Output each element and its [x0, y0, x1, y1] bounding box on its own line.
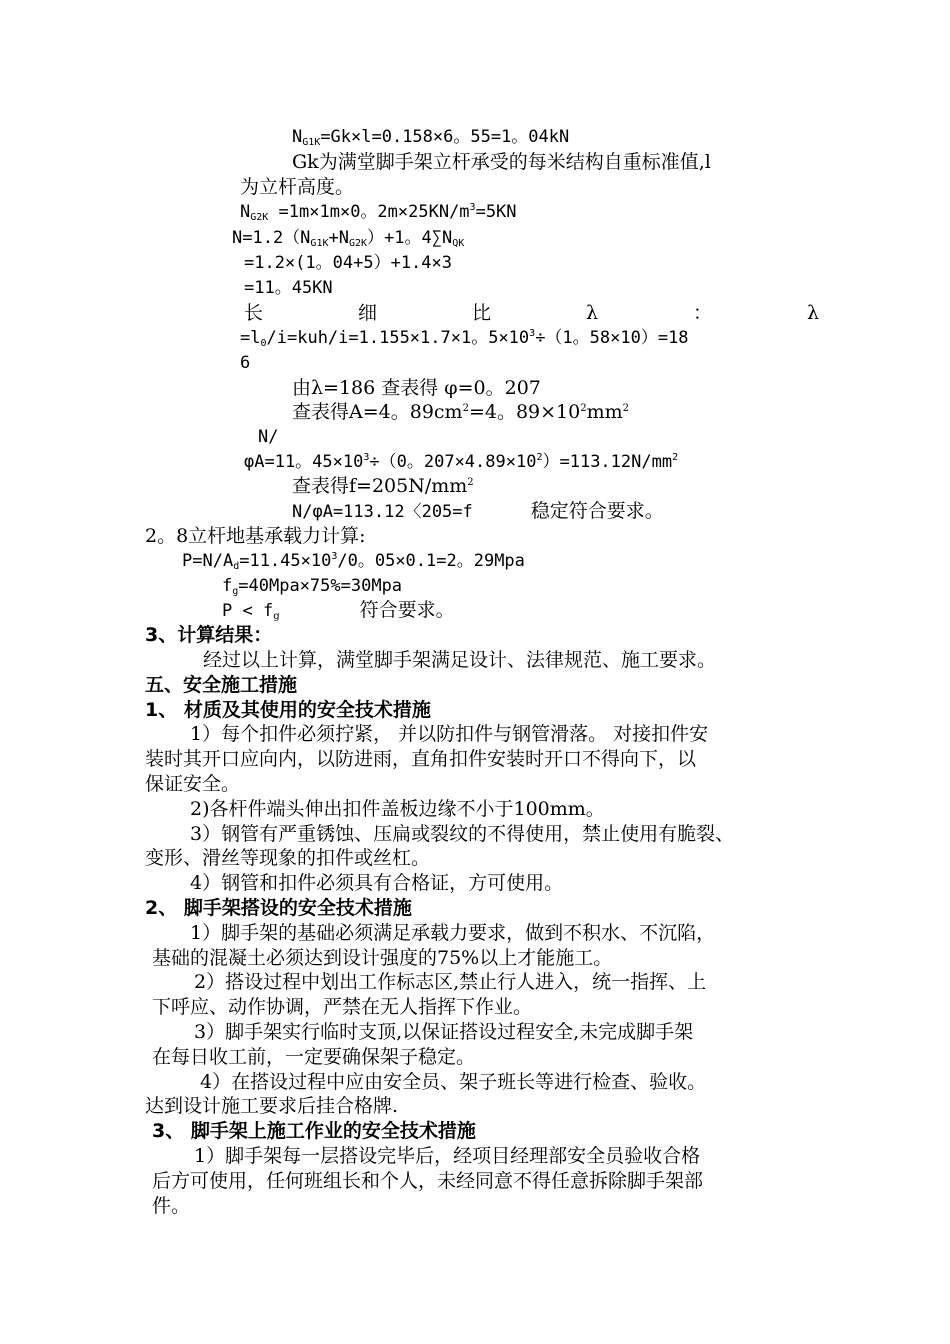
work-p1-line-1: 1）脚手架每一层搭设完毕后，经项目经理部安全员验收合格: [194, 1145, 701, 1167]
ng1k-formula: [292, 125, 569, 149]
fg-subscript: g: [232, 586, 239, 597]
slenderness-char: 长: [244, 302, 264, 324]
ng2k-expression: =1m×1m×0。2m×25KN/m: [268, 202, 470, 222]
result-text: 经过以上计算，满堂脚手架满足设计、法律规范、施工要求。: [203, 649, 717, 671]
pressure-subscript: d: [233, 561, 240, 572]
material-p2: 2)各杆件端头伸出扣件盖板边缘不小于100mm。: [190, 798, 605, 820]
f-superscript: 2: [467, 477, 474, 488]
slenderness-part-b: /i=kuh/i=1.155×1.7×1。5×10: [266, 328, 530, 348]
erection-p3-line-2: 在每日收工前，一定要确保架子稳定。: [152, 1046, 476, 1068]
erection-p2-line-1: 2）搭设过程中划出工作标志区,禁止行人进入，统一指挥、上: [194, 971, 707, 993]
erection-p1-line-2: 基础的混凝土必须达到设计强度的75%以上才能施工。: [152, 947, 613, 969]
ng1k-subscript: G1K: [302, 137, 321, 148]
erection-p4-line-2: 达到设计施工要求后挂合格牌.: [145, 1095, 399, 1117]
stress-part-b: ÷（0。207×4.89×10: [369, 452, 537, 472]
stress-superscript-3: 2: [672, 452, 679, 463]
area-superscript-1: 2: [462, 403, 469, 414]
slenderness-char: 比: [471, 302, 491, 324]
fg-formula: [222, 574, 402, 598]
gk-description-line-2: 为立杆高度。: [240, 176, 355, 198]
ng1k-symbol: N: [292, 127, 303, 147]
slenderness-part-c: ÷（1。58×10）=18: [535, 328, 689, 348]
material-p3-line-2: 变形、滑丝等现象的扣件或丝杠。: [145, 847, 431, 869]
n-part-b: +N: [328, 228, 349, 248]
area-part-a: 查表得A=4。89cm: [292, 401, 463, 423]
area-superscript-2: 2: [580, 403, 587, 414]
area-lookup: [292, 400, 629, 424]
n-subscript-3: QK: [452, 238, 465, 249]
stress-part-a: φA=11。45×10: [244, 452, 364, 472]
section5-heading: 五、安全施工措施: [145, 674, 298, 696]
n-subscript-2: G2K: [348, 238, 368, 249]
erection-p4-line-1: 4）在搭设过程中应由安全员、架子班长等进行检查、验收。: [200, 1071, 707, 1093]
base-heading: 2。8立杆地基承载力计算:: [145, 525, 366, 547]
work-p1-line-2: 后方可使用，任何班组长和个人，未经同意不得任意拆除脚手架部: [152, 1170, 704, 1192]
n-formula: [232, 226, 464, 250]
ng2k-superscript: 3: [469, 202, 476, 213]
slenderness-subscript: 0: [260, 338, 267, 349]
stress-superscript-1: 3: [363, 452, 370, 463]
n-part-c: ）+1。4∑N: [367, 228, 453, 248]
pressure-part-a: P=N/A: [182, 551, 234, 571]
pressure-superscript: 3: [331, 551, 338, 562]
material-heading: 1、 材质及其使用的安全技术措施: [145, 699, 431, 721]
material-p1-line-3: 保证安全。: [145, 773, 241, 795]
work-p1-line-3: 件。: [152, 1195, 191, 1217]
fg-expression: =40Mpa×75%=30Mpa: [238, 576, 403, 596]
phi-lookup: 由λ=186 查表得 φ=0。207: [292, 377, 541, 399]
slenderness-superscript: 3: [529, 328, 536, 339]
n-subscript-1: G1K: [310, 238, 329, 249]
erection-p1-line-1: 1）脚手架的基础必须满足承载力要求，做到不积水、不沉陷，: [190, 922, 716, 944]
base-pressure-formula: [182, 549, 525, 573]
ng2k-result: =5KN: [475, 202, 517, 222]
erection-p2-line-2: 下呼应、动作协调，严禁在无人指挥下作业。: [152, 996, 533, 1018]
base-comparison: [222, 598, 455, 623]
slenderness-continuation: 6: [240, 353, 251, 373]
slenderness-char: 细: [357, 302, 377, 324]
n-over-label: N/: [258, 427, 279, 447]
ng2k-symbol: N: [240, 202, 251, 222]
comparison-expression: P < f: [222, 601, 274, 621]
pressure-part-c: /0。05×0.1=2。29Mpa: [337, 551, 525, 571]
stability-conclusion: 稳定符合要求。: [530, 500, 664, 522]
f-part-a: 查表得f=205N/mm: [292, 475, 468, 497]
slenderness-char: λ: [585, 302, 598, 324]
material-p1-line-1: 1）每个扣件必须拧紧， 并以防扣件与钢管滑落。 对接扣件安: [190, 723, 709, 745]
fg-symbol: f: [222, 576, 233, 596]
n-formula-line-3: =11。45KN: [244, 278, 333, 298]
slenderness-char: λ: [806, 302, 819, 324]
area-unit: mm: [586, 401, 623, 423]
pressure-part-b: =11.45×10: [239, 551, 332, 571]
material-p1-line-2: 装时其开口应向内，以防进雨，直角扣件安装时开口不得向下，以: [145, 748, 697, 770]
stress-part-c: ）=113.12N/mm: [542, 452, 673, 472]
stress-formula: [244, 450, 678, 474]
f-lookup: [292, 474, 474, 498]
stability-check: [292, 499, 664, 524]
gk-description-line-1: Gk为满堂脚手架立杆承受的每米结构自重标准值,l: [292, 151, 711, 173]
result-heading: 3、计算结果：: [145, 624, 273, 646]
material-p3-line-1: 3）钢管有严重锈蚀、压扁或裂纹的不得使用，禁止使用有脆裂、: [190, 823, 735, 845]
slenderness-heading: [244, 301, 819, 325]
erection-p3-line-1: 3）脚手架实行临时支顶,以保证搭设过程安全,未完成脚手架: [194, 1021, 694, 1043]
stability-expression: N/φA=113.12〈205=f: [292, 502, 473, 522]
comparison-conclusion: 符合要求。: [359, 599, 455, 621]
n-formula-line-2: =1.2×(1。04+5）+1.4×3: [244, 253, 452, 273]
slenderness-char: ：: [692, 302, 712, 324]
slenderness-part-a: =l: [240, 328, 261, 348]
slenderness-formula: [240, 326, 689, 350]
stress-superscript-2: 2: [536, 452, 543, 463]
ng2k-subscript: G2K: [250, 212, 269, 223]
area-part-b: =4。89×10: [468, 401, 581, 423]
area-superscript-3: 2: [622, 403, 630, 414]
n-part-a: N=1.2（N: [232, 228, 311, 248]
ng2k-formula: [240, 200, 517, 224]
ng1k-expression: =Gk×l=0.158×6。55=1。04kN: [320, 127, 570, 147]
material-p4: 4）钢管和扣件必须具有合格证，方可使用。: [190, 872, 564, 894]
work-heading: 3、 脚手架上施工作业的安全技术措施: [152, 1120, 476, 1142]
comparison-subscript: g: [273, 611, 280, 622]
erection-heading: 2、 脚手架搭设的安全技术措施: [145, 897, 412, 919]
